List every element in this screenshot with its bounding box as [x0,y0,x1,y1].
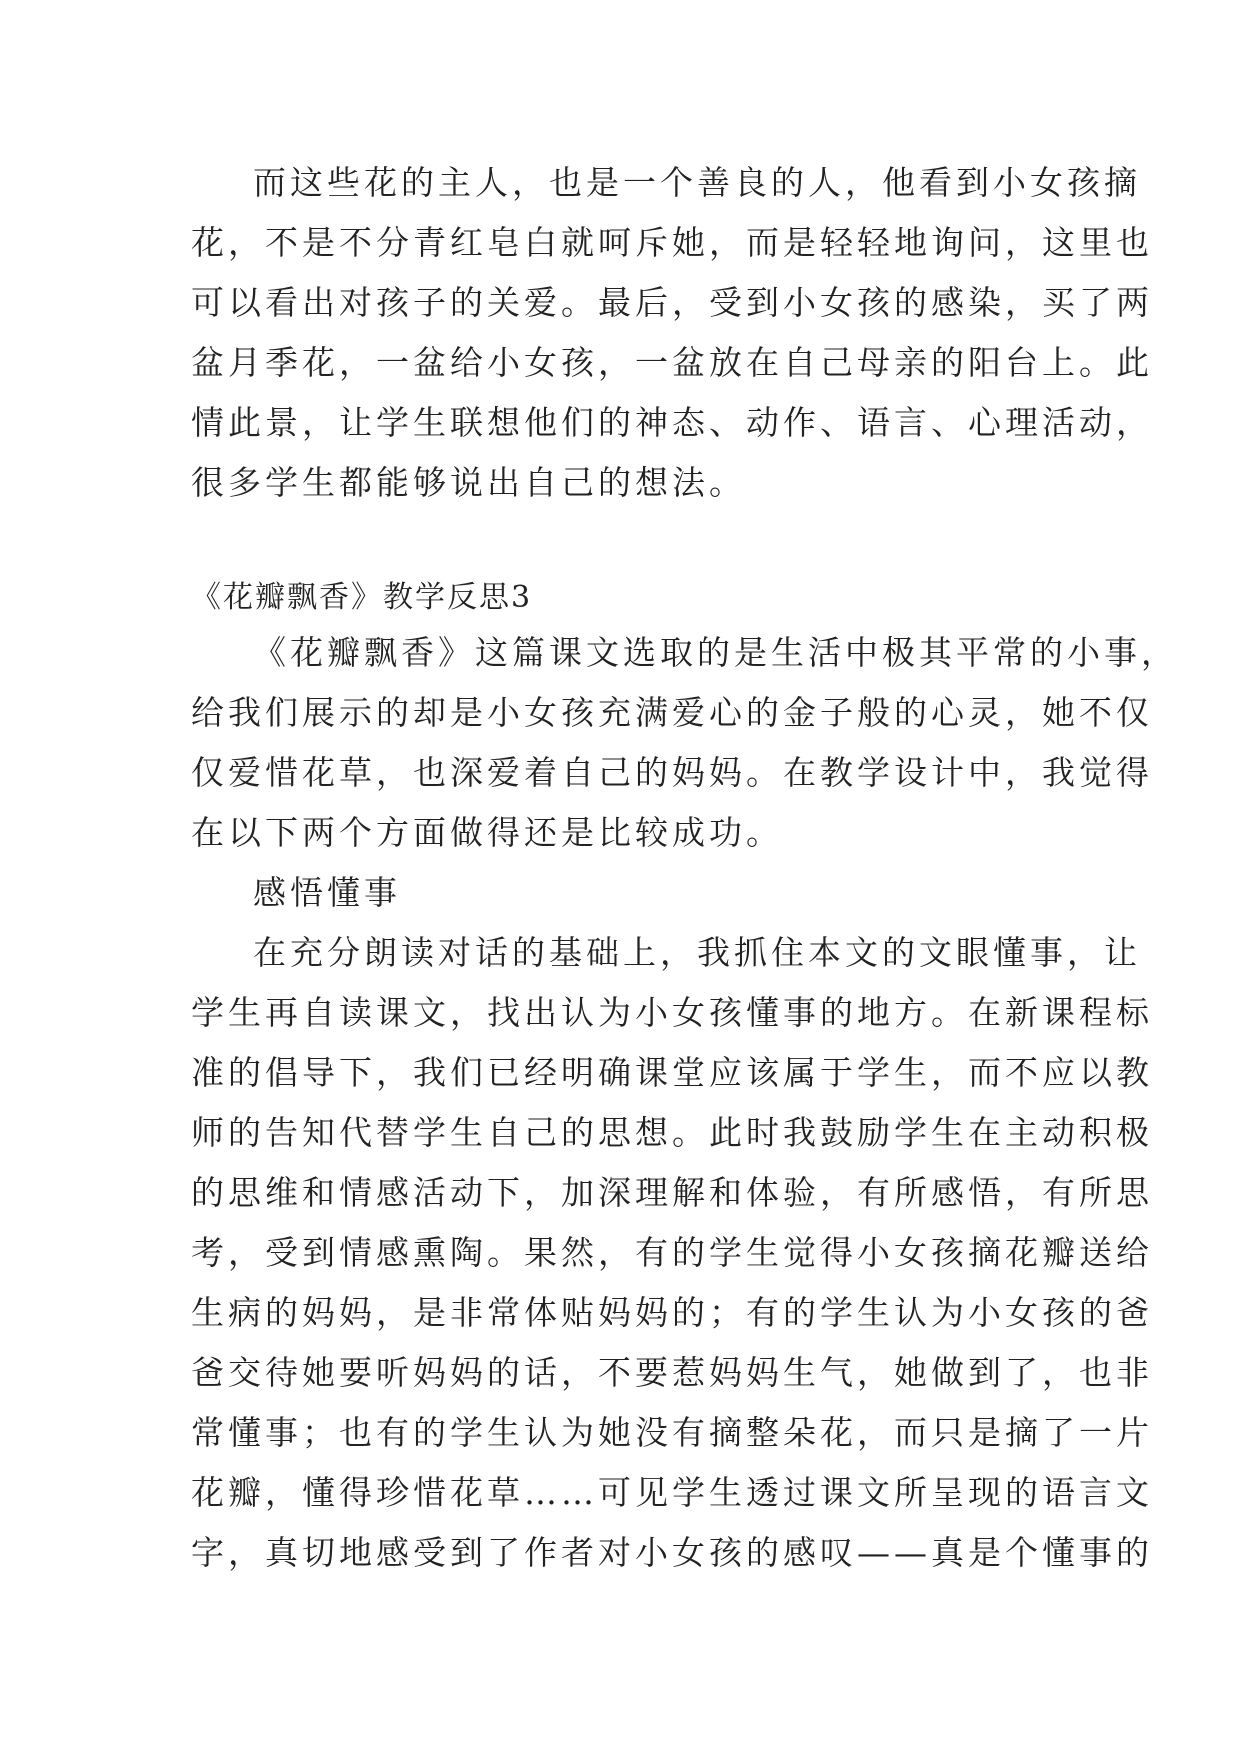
paragraph-2-line: 仅爱惜花草，也深爱着自己的妈妈。在教学设计中，我觉得 [191,753,1153,792]
paragraph-1-line: 很多学生都能够说出自己的想法。 [191,463,746,502]
paragraph-3-line: 师的告知代替学生自己的思想。此时我鼓励学生在主动积极 [191,1113,1153,1152]
paragraph-3-line: 在充分朗读对话的基础上，我抓住本文的文眼懂事，让 [253,933,1141,972]
paragraph-3-line: 的思维和情感活动下，加深理解和体验，有所感悟，有所思 [191,1173,1153,1212]
paragraph-3-line: 准的倡导下，我们已经明确课堂应该属于学生，而不应以教 [191,1053,1153,1092]
section-title: 《花瓣飘香》教学反思3 [191,580,533,615]
paragraph-1-line: 而这些花的主人，也是一个善良的人，他看到小女孩摘 [253,163,1141,202]
paragraph-2-line: 给我们展示的却是小女孩充满爱心的金子般的心灵，她不仅 [191,693,1153,732]
paragraph-2-line: 《花瓣飘香》这篇课文选取的是生活中极其平常的小事， [253,633,1178,672]
paragraph-3-line: 学生再自读课文，找出认为小女孩懂事的地方。在新课程标 [191,993,1153,1032]
paragraph-1-line: 盆月季花，一盆给小女孩，一盆放在自己母亲的阳台上。此 [191,343,1153,382]
paragraph-3-line: 生病的妈妈，是非常体贴妈妈的；有的学生认为小女孩的爸 [191,1293,1153,1332]
subheading: 感悟懂事 [253,873,401,912]
paragraph-1-line: 花，不是不分青红皂白就呵斥她，而是轻轻地询问，这里也 [191,223,1153,262]
paragraph-3-line: 考，受到情感熏陶。果然，有的学生觉得小女孩摘花瓣送给 [191,1233,1153,1272]
paragraph-3-line: 字，真切地感受到了作者对小女孩的感叹——真是个懂事的 [191,1533,1153,1572]
paragraph-3-line: 花瓣，懂得珍惜花草……可见学生透过课文所呈现的语言文 [191,1473,1153,1512]
paragraph-2-line: 在以下两个方面做得还是比较成功。 [191,813,783,852]
paragraph-1-line: 情此景，让学生联想他们的神态、动作、语言、心理活动， [191,403,1153,442]
paragraph-3-line: 常懂事；也有的学生认为她没有摘整朵花，而只是摘了一片 [191,1413,1153,1452]
paragraph-3-line: 爸交待她要听妈妈的话，不要惹妈妈生气，她做到了，也非 [191,1353,1153,1392]
paragraph-1-line: 可以看出对孩子的关爱。最后，受到小女孩的感染，买了两 [191,283,1153,322]
